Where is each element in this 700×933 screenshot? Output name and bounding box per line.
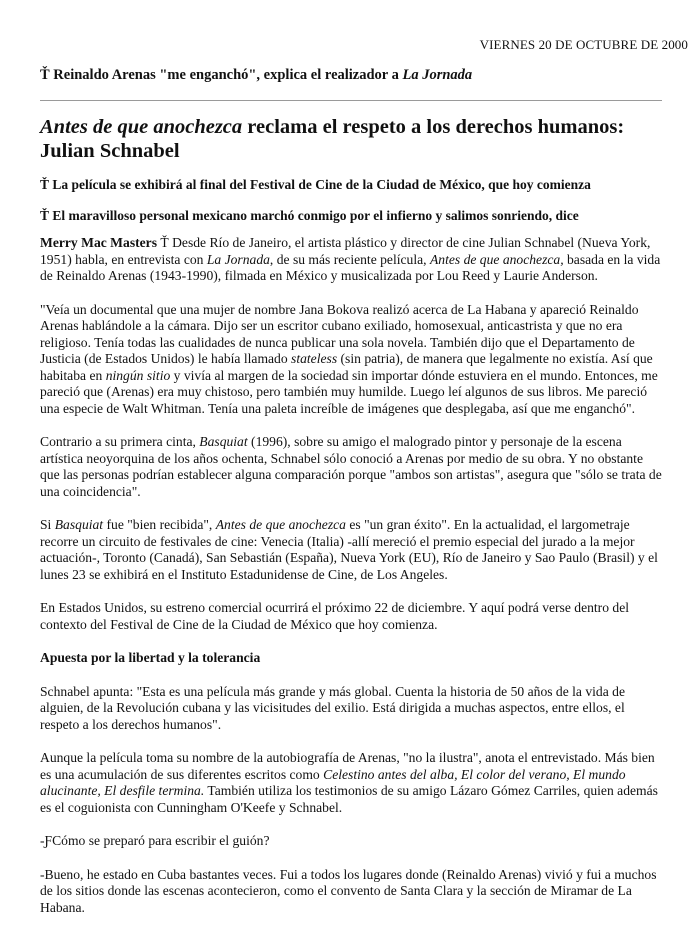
deck-2-text: El maravilloso personal mexicano marchó conmigo por el infierno y salimos sonriendo, dice — [52, 208, 579, 223]
headline-rest: reclama el respeto a los derechos humanos: Julian Schnabel — [40, 116, 625, 162]
kicker-text: Reinaldo Arenas "me enganchó", explica el realizador a — [53, 67, 403, 83]
p4-c: es "un gran éxito". En la actualidad, el largometraje recorre un circuito de festivales de cine: Venecia (Italia) -allí mereció el premio especial del jurado a la mejor actuación-, Toronto (Canadá), San Sebastián (España), Nueva York (EU), Río de Janeiro y Sao Paulo (Brasil) y el lunes 23 se exhibirá en el Instituto Estadunidense de Cine, de Los Angeles. — [40, 517, 658, 582]
divider — [40, 100, 662, 101]
kicker-italic: La Jornada — [402, 67, 473, 83]
question-paragraph: -ƑCómo se preparó para escribir el guión? — [40, 833, 270, 848]
p2-b: (sin patria), de manera que legalmente no existía. Así que habitaba en — [40, 351, 653, 383]
p2-c: y vivía al margen de la sociedad sin importar dónde estuviera en el mundo. Entonces, me pareció que (Arenas) era muy chistoso, pero también muy humilde. Luego leí algunos de sus libros. Me pareció una especie de Walt Whitman. Tenía una paleta increíble de imágenes que desplegaba, así que me enganchó". — [40, 367, 658, 416]
paragraph-6: Schnabel apunta: "Esta es una película más grande y más global. Cuenta la historia de 50 años de la vida de alguien, de la Revolución cubana y las vicisitudes del exilio. Está dirigida a muchas aspectos, entre ellos, el respeto a los derechos humanos". — [40, 683, 625, 732]
p7-i1: Celestino antes del alba, El color del verano, El mundo alucinante, El desfile termina. — [40, 766, 626, 798]
p3-a: Contrario a su primera cinta, — [40, 434, 200, 449]
lead-paragraph — [40, 235, 662, 285]
answer-paragraph: -Bueno, he estado en Cuba bastantes veces. Fui a todos los lugares donde (Reinaldo Arenas) vivió y fui a muchos de los sitios donde las escenas acontecieron, como el convento de Santa Clara y la sección de Miramar de La Habana. — [40, 866, 657, 915]
kicker-headline — [40, 67, 472, 84]
paragraph-4 — [40, 517, 662, 583]
paragraph-5: En Estados Unidos, su estreno comercial ocurrirá el próximo 22 de diciembre. Y aquí podrá verse dentro del contexto del Festival de Cine de la Ciudad de México que hoy comienza. — [40, 600, 630, 632]
p4-a: Si — [40, 517, 55, 532]
byline: Merry Mac Masters — [40, 235, 157, 250]
deck-1-text: La película se exhibirá al final del Festival de Cine de la Ciudad de México, que hoy comienza — [52, 177, 591, 192]
subheading: Apuesta por la libertad y la tolerancia — [40, 650, 261, 665]
bullet-marker: Ť — [160, 235, 169, 250]
p3-i1: Basquiat — [199, 434, 248, 449]
p2-a: "Veía un documental que una mujer de nombre Jana Bokova realizó acerca de La Habana y apareció Reinaldo Arenas hablándole a la cámara. Dijo ser un escritor cubano exiliado, homosexual, anticastrista y que no era religioso. Tenía todas las cualidades de nunca publicar una sola novela. También dijo que el Departamento de Justicia (de Estados Unidos) le había llamado — [40, 301, 639, 366]
bullet-marker: Ť — [40, 208, 50, 223]
lead-i2: Antes de que anochezca, — [429, 251, 564, 267]
lead-i1: La Jornada — [206, 251, 270, 267]
paragraph-3 — [40, 434, 662, 500]
headline-film-title: Antes de que anochezca — [40, 116, 243, 138]
p7-a: Aunque la película toma su nombre de la autobiografía de Arenas, "no la ilustra", anota el entrevistado. Más bien es una acumulación de sus diferentes escritos como — [40, 750, 655, 782]
lead-b: , de su más reciente película, — [269, 251, 430, 267]
paragraph-2 — [40, 302, 662, 418]
bullet-marker: Ť — [40, 67, 50, 83]
deck-2 — [40, 208, 680, 224]
lead-a: Desde Río de Janeiro, el artista plástico y director de cine Julian Schnabel (Nueva York, 1951) habla, en entrevista con — [40, 235, 651, 267]
dateline: VIERNES 20 DE OCTUBRE DE 2000 — [479, 37, 688, 52]
paragraph-7 — [40, 750, 662, 816]
p4-b: fue "bien recibida", — [103, 517, 216, 532]
p4-i2: Antes de que anochezca — [215, 517, 346, 532]
lead-c: basada en la vida de Reinaldo Arenas (1943-1990), filmada en México y musicalizada por Lou Reed y Laurie Anderson. — [40, 251, 661, 283]
p2-i2: ningún sitio — [105, 367, 171, 383]
article-body — [40, 235, 662, 933]
p2-i1: stateless — [291, 351, 338, 366]
p3-b: (1996), sobre su amigo el malogrado pintor y personaje de la escena artística neoyorquina de los años ochenta, Schnabel sólo conoció a Arenas por medio de su obra. Y no obstante que las personas podrían establecer alguna comparación porque "ambos son artistas", asegura que "sólo se trata de una coincidencia". — [40, 434, 662, 499]
p4-i1: Basquiat — [54, 517, 104, 532]
p7-b: También utiliza los testimonios de su amigo Lázaro Gómez Carriles, quien además es el coguionista con Cunningham O'Keefe y Schnabel. — [40, 783, 658, 815]
main-headline — [40, 115, 670, 163]
deck-1 — [40, 177, 680, 193]
bullet-marker: Ť — [40, 177, 50, 192]
